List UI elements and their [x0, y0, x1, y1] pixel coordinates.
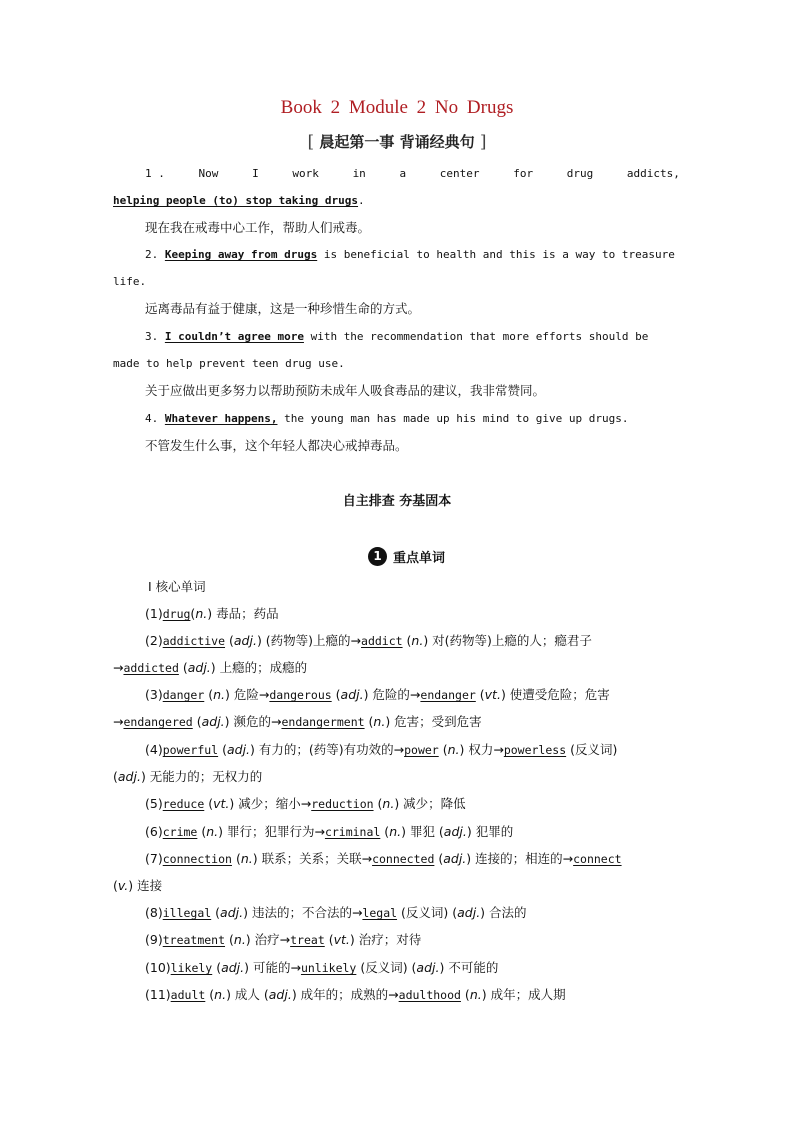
- meaning: ) 违法的；不合法的→: [243, 905, 363, 920]
- vocab-item-7: [145, 851, 794, 867]
- vocab-word: connected: [372, 852, 435, 866]
- pos: adj.: [416, 960, 440, 975]
- vocab-word: addictive: [162, 634, 226, 648]
- meaning: ) 减少；缩小→: [229, 796, 312, 811]
- vocab-word: likely: [170, 961, 213, 975]
- pos: adj.: [233, 633, 257, 648]
- subtitle-close-bracket: ]: [479, 132, 487, 152]
- vocab-item-4: [145, 742, 794, 758]
- vocab-item-9: [145, 932, 794, 948]
- pos: n.: [382, 796, 395, 811]
- key-phrase: helping people (to) stop taking drugs: [113, 194, 359, 207]
- pos: adj.: [221, 960, 245, 975]
- sentence-num: 2.: [145, 248, 159, 261]
- subsection-label: 重点单词: [393, 551, 446, 566]
- meaning: ) 犯罪的: [466, 824, 514, 839]
- pos: n.: [411, 633, 424, 648]
- vocab-word: reduction: [311, 797, 374, 811]
- paren: (: [204, 796, 214, 811]
- paren: (: [190, 606, 196, 621]
- sentence-2-en-cont: life.: [113, 275, 147, 288]
- meaning: ) 危险的→: [363, 687, 421, 702]
- meaning: ) 无能力的；无权力的: [140, 769, 263, 784]
- vocab-item-4-cont: [113, 769, 794, 785]
- paren: (: [331, 687, 341, 702]
- meaning: ) 濒危的→: [224, 714, 282, 729]
- pos: n.: [195, 606, 208, 621]
- meaning: (反义词) (: [356, 960, 417, 975]
- vocab-item-6: [145, 824, 794, 840]
- vocab-item-10: [145, 960, 794, 976]
- sentence-num: 3.: [145, 330, 159, 343]
- meaning: ) 连接的；相连的→: [466, 851, 574, 866]
- paren: (: [434, 851, 444, 866]
- pos: n.: [389, 824, 402, 839]
- word: in: [352, 167, 366, 180]
- vocab-word: connect: [573, 852, 622, 866]
- item-num: (1): [145, 606, 163, 621]
- word: Now: [198, 167, 219, 180]
- paren: (: [225, 932, 234, 947]
- item-num: (9): [145, 932, 163, 947]
- sentence-3-en-cont: made to help prevent teen drug use.: [113, 357, 345, 370]
- vocab-item-2: [145, 633, 794, 649]
- meaning: ) 成年；成人期: [481, 987, 566, 1002]
- sentence-2-cn: 远离毒品有益于健康，这是一种珍惜生命的方式。: [145, 301, 421, 316]
- page-subtitle: [0, 131, 794, 152]
- key-phrase: I couldn’t agree more: [164, 330, 304, 343]
- vocab-word: dangerous: [269, 688, 332, 702]
- item-num: (10): [145, 960, 171, 975]
- sentence-4-cn: 不管发生什么事，这个年轻人都决心戒掉毒品。: [145, 438, 408, 453]
- arrow-icon: →: [113, 660, 124, 675]
- paren: (: [192, 714, 202, 729]
- pos: n.: [240, 851, 253, 866]
- paren: (: [212, 960, 222, 975]
- subtitle-open-bracket: [: [307, 132, 315, 152]
- pos: adj.: [443, 824, 467, 839]
- paren: (: [460, 987, 470, 1002]
- arrow-icon: →: [113, 714, 124, 729]
- vocab-word: treat: [290, 933, 325, 947]
- meaning: ) 有力的；(药等)有功效的→: [250, 742, 405, 757]
- vocab-item-1: [145, 606, 794, 622]
- vocab-word: adult: [170, 988, 206, 1002]
- meaning: ) 毒品；药品: [207, 606, 279, 621]
- subtitle-text: 晨起第一事 背诵经典句: [319, 133, 475, 151]
- vocab-item-8: [145, 905, 794, 921]
- vocab-word: criminal: [324, 825, 381, 839]
- sentence-3-en: [145, 329, 794, 345]
- meaning: ) 使遭受危险；危害: [500, 687, 610, 702]
- vocab-item-7-cont: [113, 878, 794, 894]
- pos: n.: [373, 714, 386, 729]
- meaning: ) 权力→: [459, 742, 504, 757]
- item-num: (4): [145, 742, 163, 757]
- vocab-word: endangered: [123, 715, 193, 729]
- sentence-num: 1 .: [145, 167, 165, 180]
- pos: n.: [469, 987, 482, 1002]
- meaning: ) 罪犯 (: [401, 824, 444, 839]
- vocab-item-11: [145, 987, 794, 1003]
- paren: (: [380, 824, 390, 839]
- pos: adj.: [187, 660, 211, 675]
- paren: (: [211, 905, 221, 920]
- word: work: [292, 167, 319, 180]
- meaning: ) 危害；受到危害: [385, 714, 482, 729]
- vocab-word: endangerment: [281, 715, 365, 729]
- key-phrase: Keeping away from drugs: [164, 248, 318, 261]
- meaning: ) 上瘾的；成瘾的: [210, 660, 308, 675]
- pos: adj.: [457, 905, 481, 920]
- vocab-word: power: [404, 743, 439, 757]
- period: .: [358, 194, 365, 207]
- paren: (: [231, 851, 241, 866]
- meaning: ) 危险→: [225, 687, 270, 702]
- meaning: (反义词) (: [397, 905, 458, 920]
- sentence-rest: with the recommendation that more efforts should be: [303, 330, 649, 343]
- paren: (: [204, 687, 214, 702]
- meaning: ) 治疗；对待: [349, 932, 422, 947]
- pos: adj.: [226, 742, 251, 757]
- pos: n.: [214, 987, 227, 1002]
- item-num: (6): [145, 824, 163, 839]
- vocab-word: adulthood: [398, 988, 461, 1002]
- vocab-word: powerful: [162, 743, 219, 757]
- meaning: ) 可能的→: [244, 960, 301, 975]
- word: I: [252, 167, 259, 180]
- sentence-1-en: [145, 166, 680, 182]
- item-num: (11): [145, 987, 171, 1002]
- paren: (: [205, 987, 215, 1002]
- meaning: ) 治疗→: [245, 932, 291, 947]
- pos: vt.: [213, 796, 230, 811]
- section-title: 自主排查 夯基固本: [342, 494, 452, 509]
- meaning: ) 罪行；犯罪行为→: [218, 824, 325, 839]
- meaning: ) 对(药物等)上瘾的人；瘾君子: [423, 633, 592, 648]
- sentence-rest: is beneficial to health and this is a way to treasure: [317, 248, 675, 261]
- paren: (: [225, 633, 234, 648]
- meaning: (反义词): [566, 742, 618, 757]
- vocab-word: treatment: [162, 933, 226, 947]
- vocab-word: crime: [162, 825, 198, 839]
- vocab-word: addict: [361, 634, 403, 648]
- sentence-1-en-cont: [113, 193, 794, 209]
- number-circle-icon: 1: [368, 547, 387, 566]
- page-title: Book 2 Module 2 No Drugs: [280, 97, 514, 118]
- pos: adj.: [201, 714, 225, 729]
- paren: (: [113, 878, 118, 893]
- sentence-1-cn: 现在我在戒毒中心工作，帮助人们戒毒。: [145, 220, 371, 235]
- vocab-item-3: [145, 687, 794, 703]
- vocab-word: danger: [162, 688, 205, 702]
- sentence-rest: the young man has made up his mind to give up drugs.: [277, 412, 629, 425]
- paren: (: [197, 824, 207, 839]
- item-num: (7): [145, 851, 163, 866]
- core-words-label: Ⅰ 核心单词: [148, 579, 206, 594]
- subsection-heading: [368, 547, 445, 566]
- pos: adj.: [117, 769, 141, 784]
- word: addicts,: [626, 167, 680, 180]
- vocab-item-3-cont: [113, 714, 794, 730]
- pos: v.: [117, 878, 129, 893]
- paren: (: [218, 742, 227, 757]
- meaning: ) 减少；降低: [394, 796, 466, 811]
- item-num: (5): [145, 796, 163, 811]
- paren: (: [364, 714, 374, 729]
- pos: n.: [447, 742, 460, 757]
- word: a: [399, 167, 407, 180]
- vocab-word: legal: [362, 906, 398, 920]
- vocab-word: drug: [162, 607, 191, 621]
- item-num: (3): [145, 687, 163, 702]
- item-num: (2): [145, 633, 163, 648]
- paren: (: [402, 633, 412, 648]
- pos: n.: [213, 687, 226, 702]
- sentence-2-en: [145, 247, 794, 263]
- meaning: ) 成年的；成熟的→: [291, 987, 399, 1002]
- pos: vt.: [484, 687, 501, 702]
- vocab-word: addicted: [123, 661, 179, 675]
- paren: (: [475, 687, 485, 702]
- vocab-item-2-cont: [113, 660, 794, 676]
- pos: n.: [233, 932, 246, 947]
- meaning: ) 合法的: [480, 905, 527, 920]
- sentence-3-cn: 关于应做出更多努力以帮助预防未成年人吸食毒品的建议，我非常赞同。: [145, 383, 546, 398]
- vocab-word: unlikely: [300, 961, 357, 975]
- pos: n.: [206, 824, 219, 839]
- vocab-word: reduce: [162, 797, 205, 811]
- vocab-word: connection: [162, 852, 232, 866]
- paren: (: [324, 932, 334, 947]
- meaning: ) 联系；关系；关联→: [252, 851, 373, 866]
- vocab-item-5: [145, 796, 794, 812]
- pos: adj.: [268, 987, 292, 1002]
- vocab-word: powerless: [503, 743, 567, 757]
- word: center: [439, 167, 480, 180]
- pos: adj.: [443, 851, 467, 866]
- paren: (: [178, 660, 188, 675]
- key-phrase: Whatever happens,: [164, 412, 278, 425]
- word: drug: [566, 167, 594, 180]
- pos: vt.: [333, 932, 350, 947]
- sentence-num: 4.: [145, 412, 159, 425]
- item-num: (8): [145, 905, 163, 920]
- pos: adj.: [220, 905, 244, 920]
- word: for: [513, 167, 534, 180]
- meaning: ) 成人 (: [226, 987, 269, 1002]
- paren: (: [438, 742, 448, 757]
- meaning: ) (药物等)上瘾的→: [256, 633, 362, 648]
- paren: (: [113, 769, 118, 784]
- pos: adj.: [340, 687, 364, 702]
- sentence-4-en: [145, 411, 794, 427]
- paren: (: [373, 796, 383, 811]
- vocab-word: illegal: [162, 906, 212, 920]
- meaning: ) 连接: [128, 878, 163, 893]
- vocab-word: endanger: [420, 688, 476, 702]
- meaning: ) 不可能的: [439, 960, 499, 975]
